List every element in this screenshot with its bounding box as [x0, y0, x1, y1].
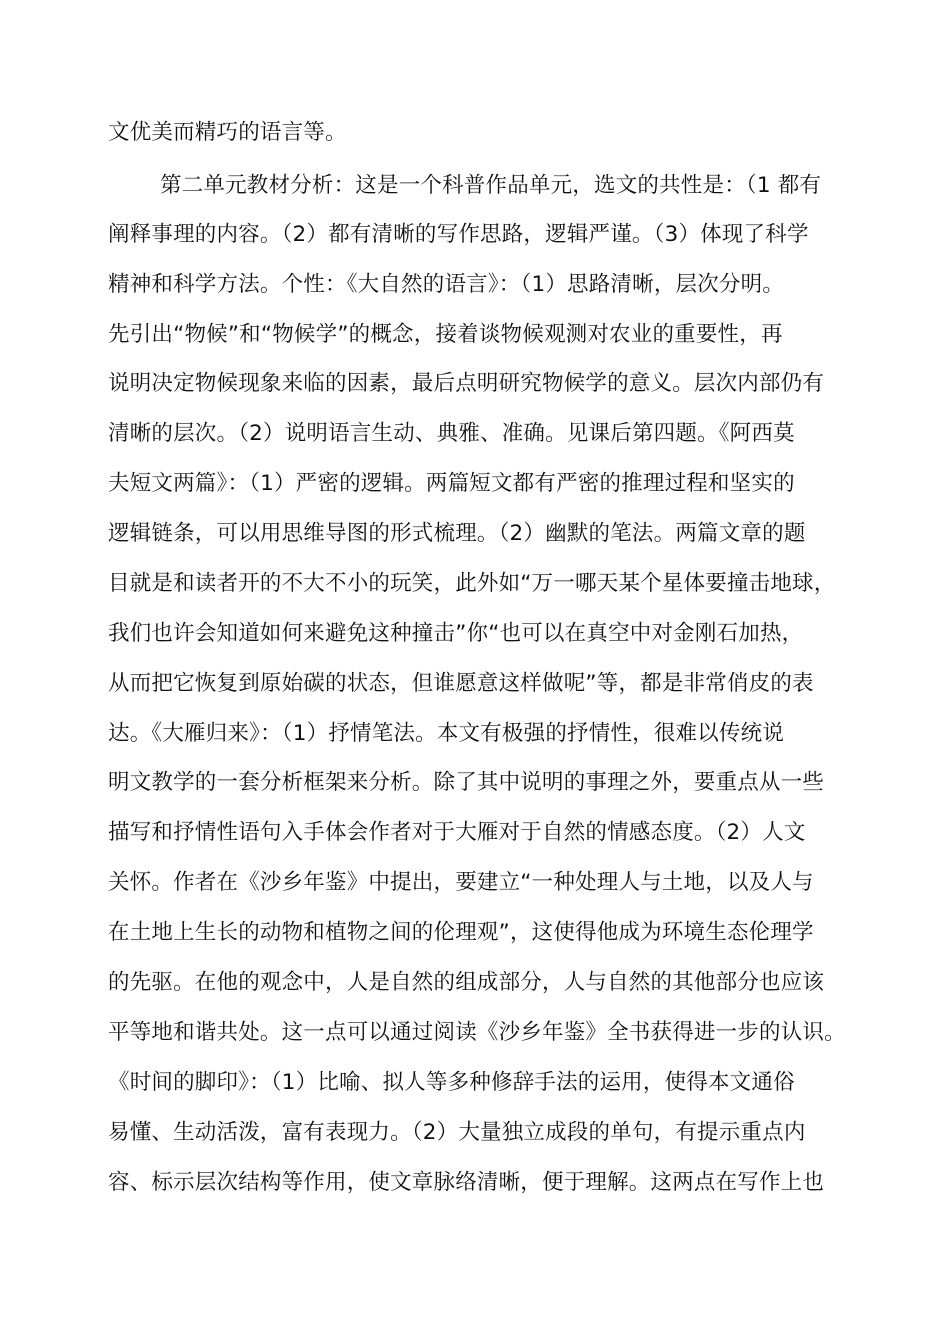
text-line: 文优美而精巧的语言等。: [108, 120, 347, 145]
text-line: 说明决定物候现象来临的因素，最后点明研究物候学的意义。层次内部仍有: [108, 371, 825, 396]
text-line: 容、标示层次结构等作用，使文章脉络清晰，便于理解。这两点在写作上也: [108, 1170, 825, 1195]
text-line: 逻辑链条，可以用思维导图的形式梳理。（2）幽默的笔法。两篇文章的题: [108, 521, 806, 546]
text-line: 关怀。作者在《沙乡年鉴》中提出，要建立“一种处理人与土地，以及人与: [108, 870, 814, 895]
text-line: 的先驱。在他的观念中，人是自然的组成部分，人与自然的其他部分也应该: [108, 970, 825, 995]
text-line: 夫短文两篇》：（1）严密的逻辑。两篇短文都有严密的推理过程和坚实的: [108, 471, 795, 496]
text-line: 《时间的脚印》：（1）比喻、拟人等多种修辞手法的运用，使得本文通俗: [108, 1070, 795, 1095]
text-line: 清晰的层次。（2）说明语言生动、典雅、准确。见课后第四题。《阿西莫: [108, 421, 795, 446]
text-line: 描写和抒情性语句入手体会作者对于大雁对于自然的情感态度。（2）人文: [108, 820, 806, 845]
text-line: 先引出“物候”和“物候学”的概念，接着谈物候观测对农业的重要性，再: [108, 322, 783, 347]
text-line: 易懂、生动活泼，富有表现力。（2）大量独立成段的单句，有提示重点内: [108, 1120, 806, 1145]
text-line: 目就是和读者开的不大不小的玩笑，此外如“万一哪天某个星体要撞击地球，: [108, 571, 836, 596]
text-line: 在土地上生长的动物和植物之间的伦理观”，这使得他成为环境生态伦理学: [108, 920, 814, 945]
text-line: 精神和科学方法。个性：《大自然的语言》：（1）思路清晰，层次分明。: [108, 272, 785, 297]
text-line: 明文教学的一套分析框架来分析。除了其中说明的事理之外，要重点从一些: [108, 770, 825, 795]
text-line: 平等地和谐共处。这一点可以通过阅读《沙乡年鉴》全书获得进一步的认识。: [108, 1020, 846, 1045]
text-line: 我们也许会知道如何来避免这种撞击”你“也可以在真空中对金刚石加热，: [108, 621, 804, 646]
paragraph-first-line: 第二单元教材分析：这是一个科普作品单元，选文的共性是：（1 都有: [160, 173, 822, 198]
text-line: 从而把它恢复到原始碳的状态，但谁愿意这样做呢”等，都是非常俏皮的表: [108, 671, 814, 696]
text-line: 达。《大雁归来》：（1）抒情笔法。本文有极强的抒情性，很难以传统说: [108, 721, 785, 746]
text-line: 阐释事理的内容。（2）都有清晰的写作思路，逻辑严谨。（3）体现了科学: [108, 222, 809, 247]
